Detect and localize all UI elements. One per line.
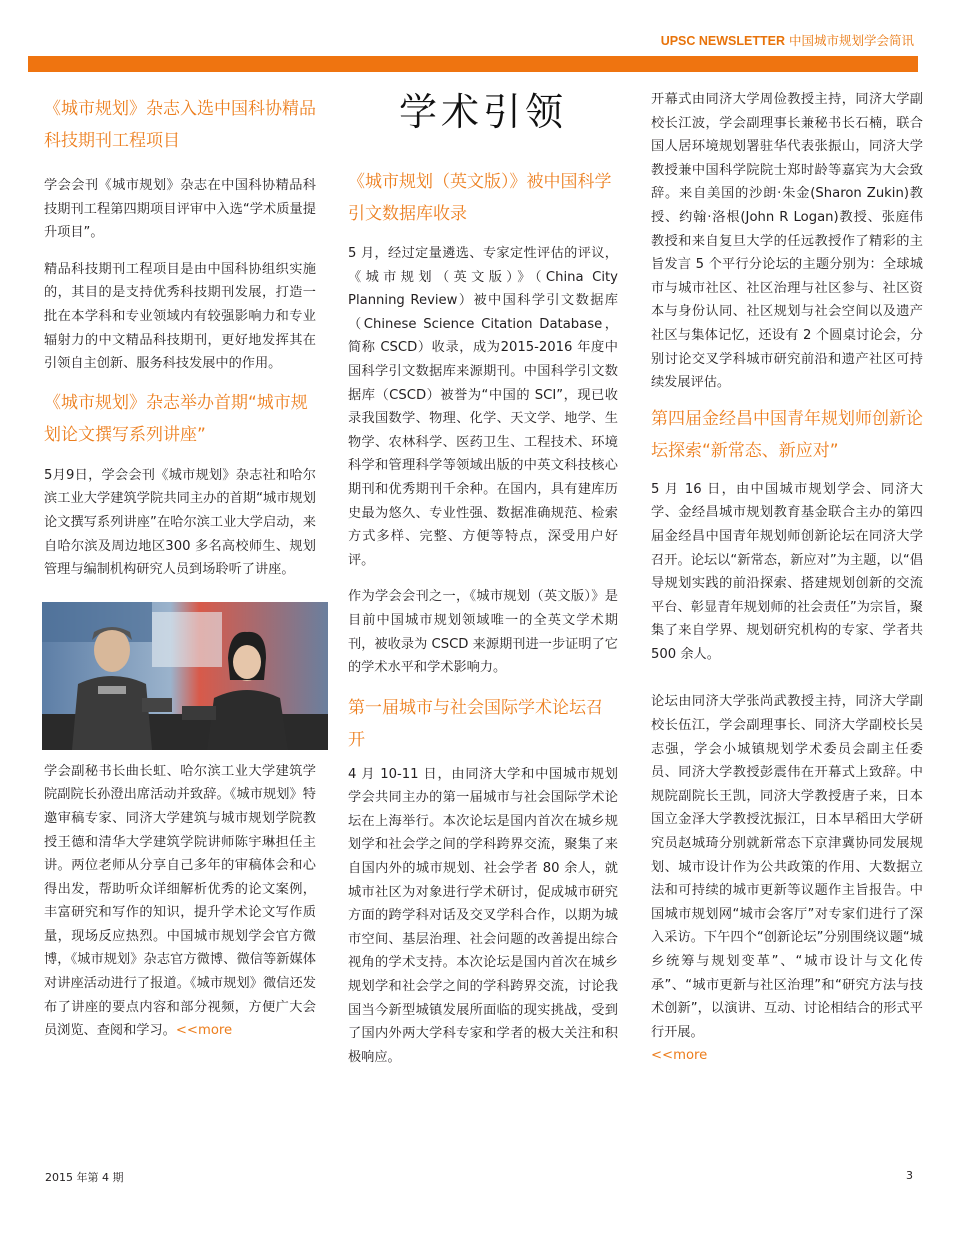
article-paragraph: 4 月 10-11 日，由同济大学和中国城市规划学会共同主办的第一届城市与社会国际学术论坛在上海举行。本次论坛是国内首次在城乡规划学和社会学之间的学科跨界交流，聚集了来自国内外的城市规划、社会学者 80 余人，就城市社区为对象进行学术研讨，促成城市研究方面的跨学科对话及交叉学科合作，以期为城市空间、基层治理、社会问题的改善提出综合视角的学术支持。本次论坛是国内首次在城乡规划学和社会学之间的学科跨界交流，讨论我国当今新型城镇发展所面临的现实挑战，受到了国内外两大学科专家和学者的极大关注和积极响应。 bbox=[348, 766, 618, 1065]
article-paragraph: 5 月，经过定量遴选、专家定性评估的评议，《城市规划（英文版）》（China City Planning Review）被中国科学引文数据库（Chinese Science Citation Database，简称 CSCD）收录，成为2015-2016 年度中国科学引文数据库来源期刊。中国科学引文数据库（CSCD）被誉为“中国的 SCI”，现已收录我国数学、物理、化学、天文学、地学、生物学、农林科学、医药卫生、工程技术、环境科学和管理科学等领域出版的中英文科技核心期刊和优秀期刊千余种。在国内，具有建库历史最为悠久、专业性强、数据准确规范、检索方式多样、完整、方便等特点，深受用户好评。 bbox=[348, 246, 618, 568]
section-title: 学术引领 bbox=[398, 90, 567, 134]
lecture-photo bbox=[42, 602, 328, 750]
article-paragraph: 学会会刊《城市规划》杂志在中国科协精品科技期刊工程第四期项目评审中入选“学术质量提升项目”。 bbox=[44, 178, 316, 241]
column-right bbox=[651, 88, 923, 1068]
article-title: 《城市规划》杂志举办首期“城市规划论文撰写系列讲座” bbox=[44, 392, 308, 445]
lecture-photo-image bbox=[42, 602, 328, 750]
more-link[interactable]: <<more bbox=[175, 1023, 233, 1039]
article-title: 第一届城市与社会国际学术论坛召开 bbox=[348, 697, 603, 750]
newsletter-name-en: UPSC NEWSLETTER bbox=[660, 34, 785, 48]
article-paragraph: 5 月 16 日，由中国城市规划学会、同济大学、金经昌城市规划教育基金联合主办的第四届金经昌中国青年规划师创新论坛在同济大学召开。论坛以“新常态，新应对”为主题，以“倡导规划实践的前沿探索、搭建规划创新的交流平台、彰显青年规划师的社会责任”为宗旨，聚集了来自学界、规划研究机构的专家、学者共 500 余人。 bbox=[651, 481, 923, 662]
column-middle bbox=[348, 88, 618, 1069]
more-link[interactable]: <<more bbox=[651, 1048, 708, 1064]
article-paragraph: 5月9日，学会会刊《城市规划》杂志社和哈尔滨工业大学建筑学院共同主办的首期“城市规划论文撰写系列讲座”在哈尔滨工业大学启动，来自哈尔滨及周边地区300 多名高校师生、规划管理与编制机构研究人员到场聆听了讲座。 bbox=[44, 467, 316, 578]
newsletter-header bbox=[661, 31, 914, 49]
article-paragraph: 开幕式由同济大学周俭教授主持，同济大学副校长江波，学会副理事长兼秘书长石楠，联合国人居环境规划署驻华代表张振山，同济大学教授兼中国科学院院士郑时龄等嘉宾为大会致辞。来自美国的沙朗·朱金(Sharon Zukin)教授、约翰·洛根(John R Logan)教授、张庭伟教授和来自复旦大学的任远教授作了精彩的主旨发言 5 个平行分论坛的主题分别为：全球城市与城市社区、社区治理与社区参与、社区资本与身份认同、社区规划与社会空间以及遗产社区与集体记忆，还设有 2 个圆桌讨论会，分别讨论交叉学科城市研究前沿和遗产社区可持续发展评估。 bbox=[651, 92, 923, 391]
article-paragraph-text: 学会副秘书长曲长虹、哈尔滨工业大学建筑学院副院长孙澄出席活动并致辞。《城市规划》特邀审稿专家、同济大学建筑与城市规划学院教授王德和清华大学建筑学院讲师陈宇琳担任主讲。两位老师从分享自己多年的审稿体会和心得出发，帮助听众详细解析优秀的论文案例，丰富研究和写作的知识，提升学术论文写作质量，现场反应热烈。中国城市规划学会官方微博，《城市规划》杂志官方微博、微信等新媒体对讲座活动进行了报道。《城市规划》微信还发布了讲座的要点内容和部分视频，方便广大会员浏览、查阅和学习。 bbox=[44, 763, 316, 1039]
article-title: 《城市规划》杂志入选中国科协精品科技期刊工程项目 bbox=[44, 99, 316, 151]
article-paragraph bbox=[44, 760, 316, 1043]
header-bar bbox=[28, 56, 918, 72]
article-title: 《城市规划（英文版）》被中国科学引文数据库收录 bbox=[348, 172, 612, 224]
article-paragraph: 精品科技期刊工程项目是由中国科协组织实施的，其目的是支持优秀科技期刊发展，打造一批在本学科和专业领域内有较强影响力和专业辐射力的中文精品科技期刊，更好地发挥其在引领自主创新、服务科技发展中的作用。 bbox=[44, 261, 316, 372]
issue-label: 2015 年第 4 期 bbox=[45, 1171, 124, 1184]
column-left bbox=[44, 88, 316, 1043]
more-line bbox=[651, 1044, 923, 1068]
article-paragraph: 作为学会会刊之一，《城市规划（英文版）》是目前中国城市规划领域唯一的全英文学术期刊，被收录为 CSCD 来源期刊进一步证明了它的学术水平和学术影响力。 bbox=[348, 589, 618, 676]
article-title: 第四届金经昌中国青年规划师创新论坛探索“新常态、新应对” bbox=[651, 408, 923, 461]
article-paragraph: 论坛由同济大学张尚武教授主持，同济大学副校长伍江，学会副理事长、同济大学副校长吴志强，学会小城镇规划学术委员会副主任委员、同济大学教授彭震伟在开幕式上致辞。中规院副院长王凯，同济大学教授唐子来，日本国立金泽大学教授沈振江，日本早稻田大学研究员赵城琦分别就新常态下京津冀协同发展规划、城市设计作为公共政策的作用、大数据立法和可持续的城市更新等议题作主旨报告。中国城市规划网“城市会客厅”对专家们进行了深入采访。下午四个“创新论坛”分别围绕议题“城乡统筹与规划变革”、“城市设计与文化传承”、“城市更新与社区治理”和“研究方法与技术创新”，以演讲、互动、讨论相结合的形式平行开展。 bbox=[651, 694, 923, 1040]
page-number: 3 bbox=[906, 1169, 913, 1182]
newsletter-name-cn: 中国城市规划学会简讯 bbox=[788, 33, 914, 48]
